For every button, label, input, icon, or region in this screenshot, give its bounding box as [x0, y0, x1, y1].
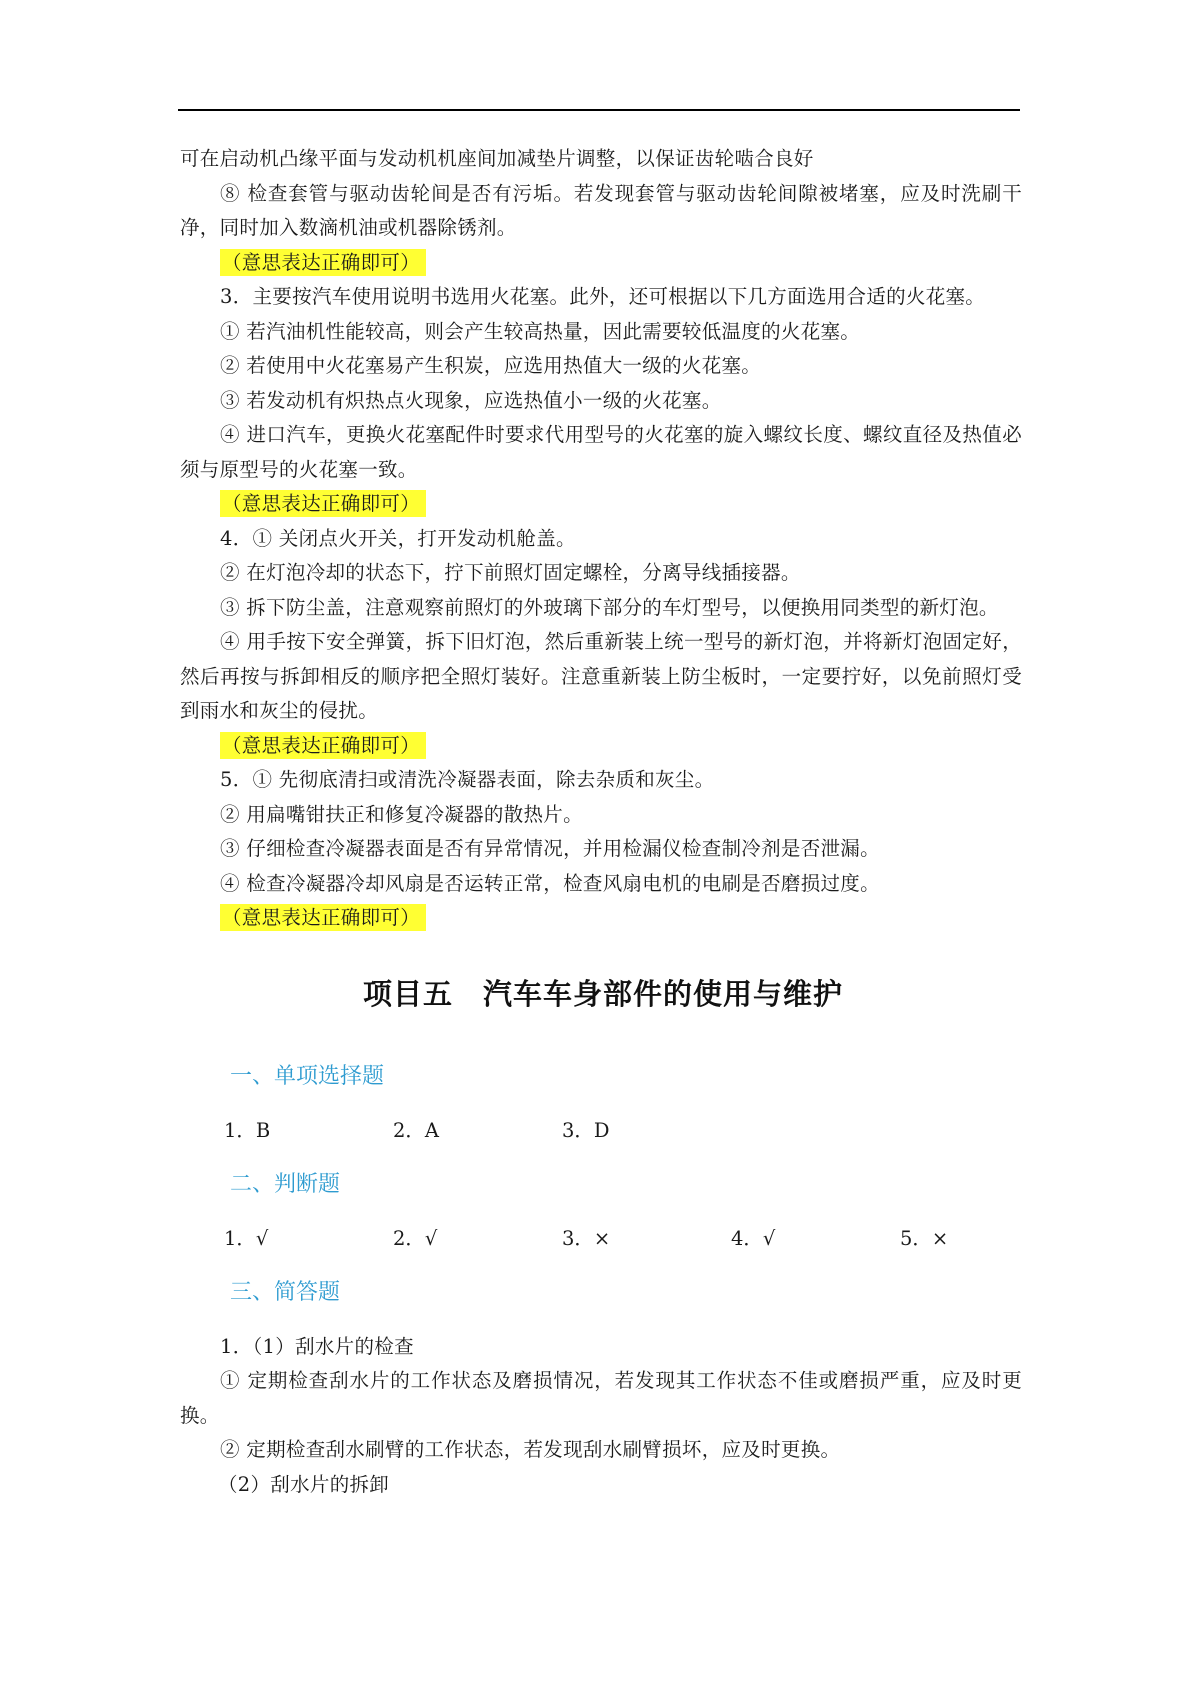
- section-heading-true-false: 二、判断题: [230, 1171, 341, 1197]
- answer-item: 5．×: [900, 1226, 949, 1250]
- answer-item: 4．√: [731, 1226, 776, 1250]
- section-heading-single-choice: 一、单项选择题: [230, 1063, 385, 1089]
- sa-q1-title: 1．（1）刮水片的检查: [220, 1334, 414, 1358]
- sa-q1-subtitle-2: （2）刮水片的拆卸: [218, 1472, 390, 1496]
- q3-item-4: ④ 进口汽车，更换火花塞配件时要求代用型号的火花塞的旋入螺纹长度、螺纹直径及热值必须与原型号的火花塞一致。: [180, 423, 1022, 481]
- answer-item: 3．×: [562, 1226, 611, 1250]
- q4-item-1: 4．① 关闭点火开关，打开发动机舱盖。: [220, 526, 576, 550]
- answer-row-single-choice: [180, 1114, 1022, 1148]
- q5-item-1: 5．① 先彻底清扫或清洗冷凝器表面，除去杂质和灰尘。: [220, 768, 715, 791]
- q5-item-4: ④ 检查冷凝器冷却风扇是否运转正常，检查风扇电机的电刷是否磨损过度。: [220, 871, 880, 895]
- q4-item-2: ② 在灯泡冷却的状态下，拧下前照灯固定螺栓，分离导线插接器。: [220, 561, 801, 584]
- note-line: [180, 246, 1022, 281]
- q5-item-3: ③ 仔细检查冷凝器表面是否有异常情况，并用检漏仪检查制冷剂是否泄漏。: [220, 837, 880, 860]
- q3-intro: 3．主要按汽车使用说明书选用火花塞。此外，还可根据以下几方面选用合适的火花塞。: [220, 285, 986, 308]
- note-line: [180, 729, 1022, 764]
- q4-item-3: ③ 拆下防尘盖，注意观察前照灯的外玻璃下部分的车灯型号，以便换用同类型的新灯泡。: [220, 595, 999, 619]
- answer-item: 1．√: [224, 1226, 269, 1250]
- page-content: [180, 142, 1022, 1502]
- highlight-note: （意思表达正确即可）: [220, 490, 426, 517]
- highlight-note: （意思表达正确即可）: [220, 732, 426, 759]
- answer-item: 1．B: [224, 1118, 271, 1142]
- answer-item: 3．D: [562, 1118, 610, 1142]
- paragraph-continuation: 可在启动机凸缘平面与发动机机座间加减垫片调整，以保证齿轮啮合良好: [180, 147, 814, 170]
- highlight-note: （意思表达正确即可）: [220, 904, 426, 931]
- q3-item-2: ② 若使用中火花塞易产生积炭，应选用热值大一级的火花塞。: [220, 354, 762, 377]
- project-title: 项目五 汽车车身部件的使用与维护: [362, 976, 843, 1011]
- answer-item: 2．A: [393, 1118, 439, 1142]
- highlight-note: （意思表达正确即可）: [220, 249, 426, 276]
- section-heading-short-answer: 三、简答题: [230, 1279, 341, 1305]
- q3-item-3: ③ 若发动机有炽热点火现象，应选热值小一级的火花塞。: [220, 388, 722, 412]
- note-line: [180, 901, 1022, 936]
- sa-q1-item-2: ② 定期检查刮水刷臂的工作状态，若发现刮水刷臂损坏，应及时更换。: [220, 1438, 841, 1461]
- answer-row-true-false: [180, 1222, 1022, 1256]
- sa-q1-item-1: ① 定期检查刮水片的工作状态及磨损情况，若发现其工作状态不佳或磨损严重，应及时更换。: [180, 1369, 1022, 1427]
- q5-item-2: ② 用扁嘴钳扶正和修复冷凝器的散热片。: [220, 802, 583, 826]
- q4-item-4: ④ 用手按下安全弹簧，拆下旧灯泡，然后重新装上统一型号的新灯泡，并将新灯泡固定好，然后再按与拆卸相反的顺序把全照灯装好。注意重新装上防尘板时，一定要拧好，以免前照灯受到雨水和灰尘的侵扰。: [180, 630, 1022, 722]
- answer-item: 2．√: [393, 1226, 438, 1250]
- note-line: [180, 487, 1022, 522]
- header-rule: [178, 109, 1020, 111]
- paragraph-item-8: ⑧ 检查套管与驱动齿轮间是否有污垢。若发现套管与驱动齿轮间隙被堵塞，应及时洗刷干净，同时加入数滴机油或机器除锈剂。: [180, 181, 1022, 239]
- q3-item-1: ① 若汽油机性能较高，则会产生较高热量，因此需要较低温度的火花塞。: [220, 319, 861, 343]
